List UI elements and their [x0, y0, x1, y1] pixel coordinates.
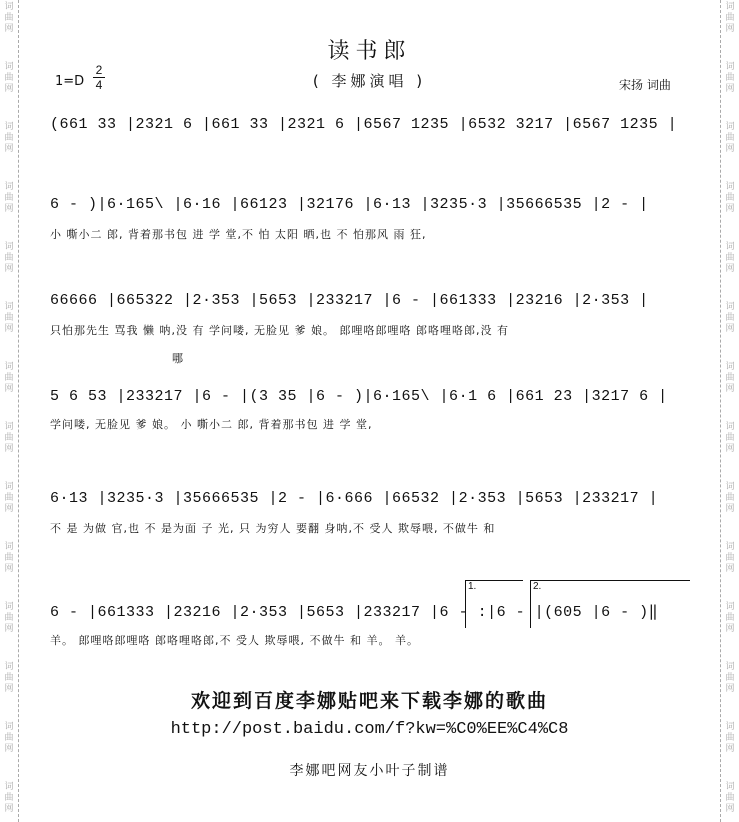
- download-url[interactable]: http://post.baidu.com/f?kw=%C0%EE%C4%C8: [170, 720, 569, 739]
- download-banner: 欢迎到百度李娜贴吧来下载李娜的歌曲: [190, 690, 548, 712]
- transcriber-credit: 李娜吧网友小叶子制谱: [289, 763, 450, 779]
- time-signature-bottom: 4: [93, 77, 105, 92]
- watermark: 词曲网: [725, 242, 735, 274]
- lyric-line-5: 不 是 为做 官,也 不 是为面 子 光, 只 为穷人 要翻 身呐,不 受人 欺辱喂, 不做牛 和: [50, 522, 496, 535]
- watermark: 词曲网: [725, 662, 735, 694]
- lyric-line-4: 学问喽, 无脸见 爹 娘。 小 嘶小二 郎, 背着那书包 进 学 堂,: [50, 418, 373, 431]
- volta-1-label: 1.: [468, 581, 477, 592]
- watermark: 词曲网: [4, 242, 14, 274]
- key-signature: 1=D: [55, 74, 85, 89]
- watermark: 词曲网: [4, 62, 14, 94]
- watermark: 词曲网: [725, 602, 735, 634]
- notation-line-6: 6 - |661333 |23216 |2·353 |5653 |233217 |6 - :|6 - |(605 |6 - )‖: [50, 604, 659, 621]
- watermark: 词曲网: [4, 602, 14, 634]
- notation-line-2: 6 - )|6·165\ |6·16 |66123 |32176 |6·13 |3235·3 |35666535 |2 - |: [50, 196, 649, 213]
- watermark: 词曲网: [725, 482, 735, 514]
- watermark: 词曲网: [4, 182, 14, 214]
- watermark: 词曲网: [4, 722, 14, 754]
- notation-line-5: 6·13 |3235·3 |35666535 |2 - |6·666 |66532 |2·353 |5653 |233217 |: [50, 490, 659, 507]
- notation-line-4: 5 6 53 |233217 |6 - |(3 35 |6 - )|6·165\ |6·1 6 |661 23 |3217 6 |: [50, 388, 668, 405]
- lyric-extra: 哪: [172, 352, 183, 365]
- lyric-line-6: 羊。 郎哩咯郎哩咯 郎咯哩咯郎,不 受人 欺辱喂, 不做牛 和 羊。 羊。: [50, 634, 419, 647]
- watermark: 词曲网: [4, 662, 14, 694]
- watermark: 词曲网: [725, 302, 735, 334]
- song-title: 读书郎: [327, 39, 412, 64]
- watermark: 词曲网: [4, 422, 14, 454]
- time-signature: [93, 63, 105, 92]
- watermark: 词曲网: [725, 362, 735, 394]
- watermark: 词曲网: [725, 122, 735, 154]
- time-signature-top: 2: [95, 63, 103, 77]
- watermark: 词曲网: [4, 122, 14, 154]
- watermark: 词曲网: [725, 422, 735, 454]
- watermark: 词曲网: [725, 542, 735, 574]
- notation-line-3: 66666 |665322 |2·353 |5653 |233217 |6 - |661333 |23216 |2·353 |: [50, 292, 649, 309]
- watermark: 词曲网: [725, 62, 735, 94]
- watermark: 词曲网: [725, 182, 735, 214]
- watermark: 词曲网: [4, 482, 14, 514]
- lyric-line-2: 小 嘶小二 郎, 背着那书包 进 学 堂,不 怕 太阳 晒,也 不 怕那风 雨 狂,: [50, 228, 427, 241]
- watermark: 词曲网: [4, 542, 14, 574]
- volta-2-bracket: [530, 580, 690, 581]
- watermark: 词曲网: [725, 2, 735, 34]
- volta-2-label: 2.: [533, 581, 542, 592]
- watermark: 词曲网: [4, 782, 14, 814]
- watermark: 词曲网: [4, 362, 14, 394]
- notation-line-1: (661 33 |2321 6 |661 33 |2321 6 |6567 1235 |6532 3217 |6567 1235 |: [50, 116, 678, 133]
- performer-subtitle: ( 李娜演唱 ): [312, 72, 427, 90]
- watermark: 词曲网: [725, 782, 735, 814]
- watermark: 词曲网: [725, 722, 735, 754]
- composer-credit: 宋扬 词曲: [619, 78, 671, 92]
- watermark: 词曲网: [4, 302, 14, 334]
- watermark: 词曲网: [4, 2, 14, 34]
- lyric-line-3: 只怕那先生 骂我 懒 呐,没 有 学问喽, 无脸见 爹 娘。 郎哩咯郎哩咯 郎咯哩咯郎,没 有: [50, 324, 509, 337]
